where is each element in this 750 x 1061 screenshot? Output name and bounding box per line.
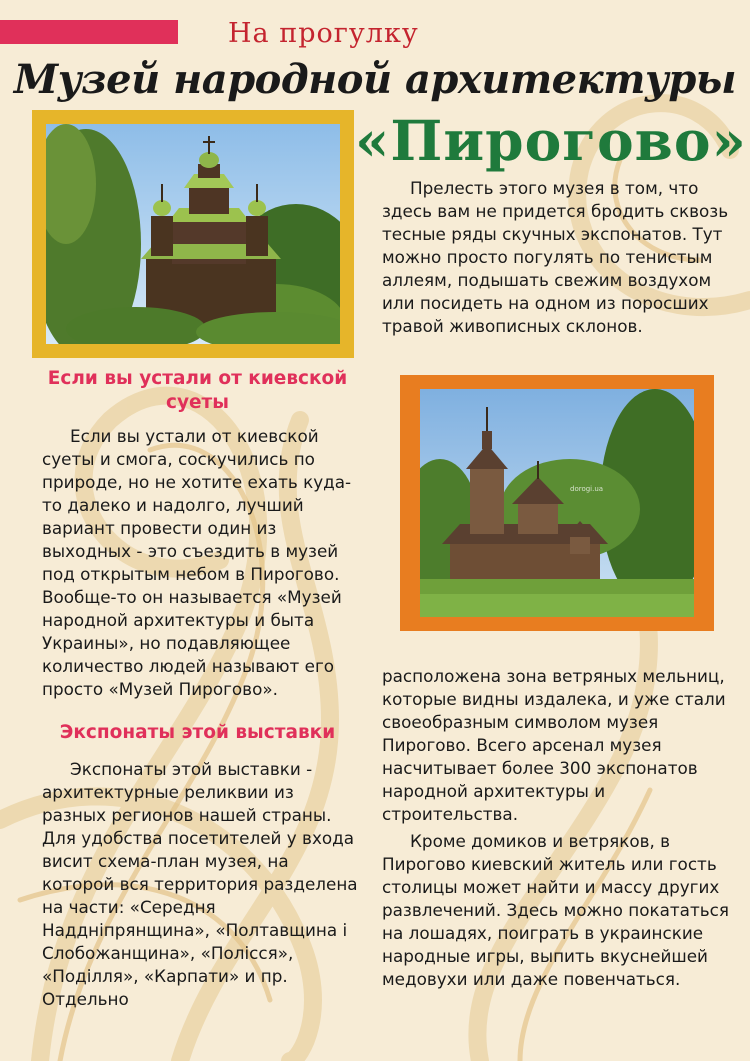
wooden-church-photo bbox=[420, 389, 694, 617]
column2-paragraph-1: расположена зона ветряных мельниц, которые видны издалека, и уже стали своеобразным символом музея Пирогово. Всего арсенал музея насчитывает более 300 экспонатов народной архитектуры и строительства. bbox=[382, 666, 726, 824]
section2-body bbox=[42, 758, 362, 1011]
section-heading-exhibits: Экспонаты этой выставки bbox=[59, 722, 336, 743]
section1-body bbox=[42, 425, 362, 701]
photo-frame-wooden-church bbox=[400, 375, 714, 631]
intro-paragraph bbox=[382, 177, 732, 338]
section1-text: Если вы устали от киевской суеты и смога, соскучились по природе, но не хотите ехать куда-то далеко и надолго, лучший вариант провести один из выходных - это съездить в музей под открытым небом в Пирогово. Вообще-то он называется «Музей народной архитектуры и быта Украины», но подавляющее количество людей называют его просто «Музей Пирогово». bbox=[42, 426, 352, 699]
page-title: Музей народной архитектуры bbox=[13, 56, 737, 103]
section-marker-bar bbox=[0, 20, 178, 44]
intro-text: Прелесть этого музея в том, что здесь вам не придется бродить сквозь тесные ряды скучных экспонатов. Тут можно просто погулять по тенистым аллеям, подышать свежим воздухом или посидеть на одном из поросших травой живописных склонов. bbox=[382, 178, 729, 336]
column2-body bbox=[382, 665, 732, 991]
section-heading-tired-of-kyiv: Если вы устали от киевской суеты bbox=[47, 368, 348, 413]
rubric-title: На прогулку bbox=[228, 18, 419, 49]
photo-frame-church bbox=[32, 110, 354, 358]
section2-text: Экспонаты этой выставки - архитектурные реликвии из разных регионов нашей страны. Для удобства посетителей у входа висит схема-план музея, на которой вся территория разделена на части: «Середня Наддніпрянщина», «Полтавщина і Слобожанщина», «Полісся», «Поділля», «Карпати» и пр. Отдельно bbox=[42, 759, 358, 1009]
page-title-museum-name: «Пирогово» bbox=[355, 108, 747, 173]
church-photo bbox=[46, 124, 340, 344]
photo-watermark: dorogi.ua bbox=[570, 485, 604, 493]
column2-paragraph-2: Кроме домиков и ветряков, в Пирогово киевский житель или гость столицы может найти и массу других развлечений. Здесь можно покататься на лошадях, поиграть в украинские народные игры, выпить вкуснейшей медовухи или даже повенчаться. bbox=[382, 831, 729, 989]
